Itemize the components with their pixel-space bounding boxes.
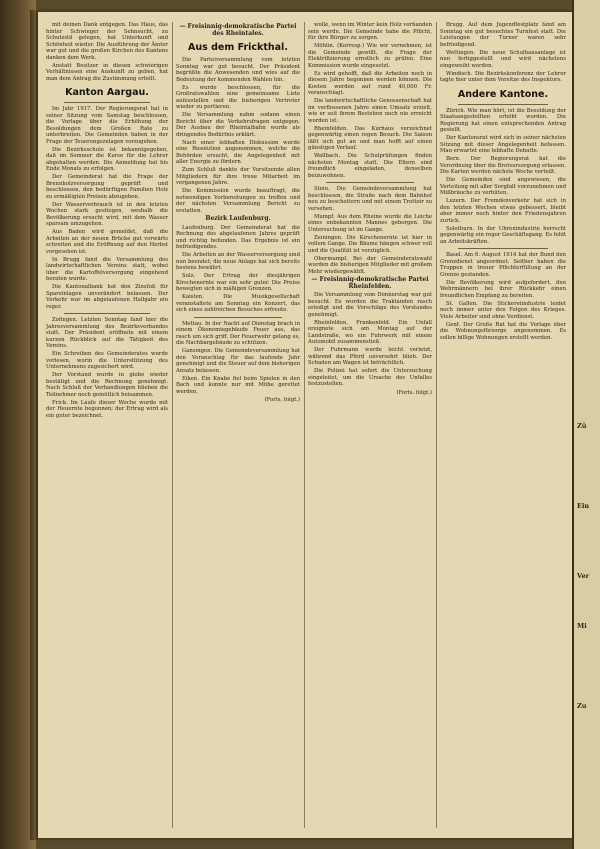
separator <box>458 104 548 105</box>
sub-heading: — Freisinnig-demokratische Partei des Rheintales. <box>179 23 297 37</box>
paragraph: Die Kommission wurde beauftragt, die notwendigen Vorbereitungen zu treffen und der nächsten Versammlung Bericht zu erstatten. <box>176 188 300 214</box>
paragraph: Die Polizei hat sofort die Untersuchung eingeleitet, um die Ursache des Unfalles festzustellen. <box>308 368 432 387</box>
column-rule <box>172 22 173 828</box>
adjacent-page-fragment: Zü <box>577 422 587 430</box>
paragraph: Luzern. Der Fremdenverkehr hat sich in den letzten Wochen etwas gebessert, bleibt aber immer noch hinter den Friedensjahren zurück. <box>440 198 566 224</box>
paragraph: Solothurn. In der Uhrenindustrie herrscht gegenwärtig ein reger Geschäftsgang. Es fehlt an Arbeitskräften. <box>440 225 566 245</box>
paragraph: Der Fuhrmann wurde leicht verletzt, während das Pferd unversehrt blieb. Der Schaden am Wagen ist beträchtlich. <box>308 347 432 366</box>
paragraph: Obermumpf. Bei der Gemeinderatswahl wurden die bisherigen Mitglieder mit großem Mehr wiedergewählt. <box>308 255 432 275</box>
paragraph: Laufenburg. Der Gemeinderat hat die Rechnung des abgelaufenen Jahres geprüft und richtig befunden. Das Ergebnis ist ein befriedigendes. <box>176 224 300 250</box>
paragraph: Basel. Am 6. August 1914 hat der Bund den Grenzdienst angeordnet. Seither haben die Truppen in treuer Pflichterfüllung an der Grenze gestanden. <box>440 252 566 278</box>
paragraph: Genf. Der Große Rat hat die Vorlage über die Wohnungsfürsorge angenommen. Es sollen billige Wohnungen erstellt werden. <box>440 321 566 341</box>
separator <box>458 248 548 249</box>
paragraph: wolle, wenn im Winter kein Holz vorhanden sein werde. Die Gemeinde habe die Pflicht, für ihre Bürger zu sorgen. <box>308 22 432 41</box>
paragraph: Es wurde beschlossen, für die Großratswahlen eine gemeinsame Liste aufzustellen und die bisherigen Vertreter wieder zu portieren. <box>176 84 300 110</box>
paragraph: Die Parteiversammlung vom letzten Sonntag war gut besucht. Der Präsident begrüßte die Anwesenden und wies auf die Bedeutung der kommenden Wahlen hin. <box>176 57 300 83</box>
paragraph: Stein. Die Gemeindeversammlung hat beschlossen, die Straße nach dem Bahnhof neu zu beschottern und mit einem Trottoir zu versehen. <box>308 186 432 212</box>
paragraph: Die Gemeinden sind angewiesen, die Verteilung mit aller Sorgfalt vorzunehmen und Mißbräuche zu verhüten. <box>440 177 566 196</box>
paragraph: Aus Baden wird gemeldet, daß die Arbeiten an der neuen Brücke gut vorwärts schreiten und die Eröffnung auf den Herbst vorgesehen ist. <box>46 229 168 255</box>
paragraph: Kaisten. Die Musikgesellschaft veranstaltete am Sonntag ein Konzert, das sich eines zahlreichen Besuches erfreute. <box>176 294 300 313</box>
section-heading: Andere Kantone. <box>457 88 549 100</box>
adjacent-page-fragment: Ver <box>577 572 590 580</box>
paragraph: Zürich. Wie man hört, ist die Besoldung der Staatsangestellten erhöht worden. Die Regierung hat einen entsprechenden Antrag gestellt. <box>440 107 566 133</box>
paragraph: Zofingen. Letzten Sonntag fand hier die Jahresversammlung des Bezirksverbandes statt. Der Präsident eröffnete mit einem kurzen Rückblick auf die Tätigkeit des Vereins. <box>46 317 168 349</box>
column-3 <box>308 22 432 828</box>
paragraph: Brugg. Auf dem Jugendfestplatz fand am Sonntag ein gut besuchtes Turnfest statt. Die Leistungen der Turner waren sehr befriedigend. <box>440 22 566 48</box>
paragraph: Der Kantonsrat wird sich in seiner nächsten Sitzung mit dieser Angelegenheit befassen. Man erwartet eine lebhafte Debatte. <box>440 135 566 154</box>
paragraph: Es wird gehofft, daß die Arbeiten noch in diesem Jahre begonnen werden können. Die Kosten werden auf rund 40,000 Fr. veranschlagt. <box>308 70 432 96</box>
paragraph: Zum Schluß dankte der Vorsitzende allen Mitgliedern für ihre treue Mitarbeit im vergangenen Jahre. <box>176 167 300 186</box>
paragraph: Sulz. Der Ertrag der diesjährigen Kirschenernte war ein sehr guter. Die Preise bewegten sich in mäßigen Grenzen. <box>176 273 300 292</box>
paragraph: Der Wasserverbrauch ist in den letzten Wochen stark gestiegen, weshalb die Bevölkerung ersucht wird, mit dem Wasser sparsam umzugehen. <box>46 201 168 227</box>
column-1 <box>46 22 168 828</box>
newspaper-page <box>38 12 574 838</box>
paragraph: Die Bezirksschule ist bekanntgegeben, daß im Sommer die Kurse für die Lehrer abgehalten werden. Die Anmeldung hat bis Ende Monats zu erfolgen. <box>46 146 168 172</box>
paragraph: Wallbach. Die Schulprüfungen finden nächsten Montag statt. Die Eltern sind freundlich eingeladen, denselben beizuwohnen. <box>308 153 432 179</box>
sub-heading: — Freisinnig-demokratische Partei Rheinfelden. <box>311 276 429 290</box>
paragraph: Gansingen. Die Gemeindeversammlung hat den Voranschlag für das laufende Jahr genehmigt und die Steuer auf dem bisherigen Ansatz belassen. <box>176 348 300 374</box>
paragraph: Nach einer lebhaften Diskussion wurde eine Resolution angenommen, welche die Behörden ersucht, die Angelegenheit mit aller Energie zu fördern. <box>176 139 300 165</box>
paragraph: Möhlin. (Korresp.) Wie wir vernehmen, ist die Gemeinde gewillt, die Frage der Elektrifizierung ernstlich zu prüfen. Eine Kommission wurde eingesetzt. <box>308 43 432 69</box>
section-heading: Kanton Aargau. <box>65 87 149 98</box>
column-rule <box>436 22 437 828</box>
paragraph: mit deinen Dank entgegen. Das Haus, das hinter Schwieger der Sehnsucht, zu Schutzstil gelegen, hat Unterkunft und Schönheit wieder. Die Ausführung der Ämter war gut und die großen Kirchen des Kantons danken dem Werk. <box>46 22 168 61</box>
paragraph: Eiken. Ein Knabe fiel beim Spielen in den Bach und konnte nur mit Mühe gerettet werden. <box>176 375 300 395</box>
paragraph: In Brugg fand die Versammlung des landwirtschaftlichen Vereins statt, wobei über die Kartoffelversorgung eingehend beraten wurde. <box>46 256 168 282</box>
section-heading: Aus dem Frickthal. <box>188 42 288 53</box>
adjacent-page-edge <box>572 0 600 849</box>
paragraph: Ein Schreiben des Gemeinderates wurde verlesen, worin die Unterstützung des Unternehmens zugesichert wird. <box>46 351 168 370</box>
paragraph: Bern. Der Regierungsrat hat die Verordnung über die Brotversorgung erlassen. Die Karten werden nächste Woche verteilt. <box>440 156 566 175</box>
paragraph: Windisch. Die Bezirkskonferenz der Lehrer tagte hier unter dem Vorsitze des Inspektors. <box>440 70 566 83</box>
paragraph: Die landwirtschaftliche Genossenschaft hat im verflossenen Jahre einen Umsatz erzielt, wie er seit ihrem Bestehen noch nie erreicht worden ist. <box>308 98 432 124</box>
column-2 <box>176 22 300 828</box>
paragraph: Im Jahr 1917. Der Regierungsrat hat in seiner Sitzung vom Samstag beschlossen, die Vorlage über die Erhöhung der Besoldungen dem Großen Rate zu unterbreiten. Die Gemeinden haben in der Frage der Teuerungszulagen vorzugehen. <box>46 106 168 145</box>
paragraph: St. Gallen. Die Stickereiindustrie leidet noch immer unter den Folgen des Krieges. Viele Arbeiter sind ohne Verdienst. <box>440 300 566 320</box>
paragraph: Der Vorstand wurde in globo wieder bestätigt und die Rechnung genehmigt. Nach Schluß der Verhandlungen blieben die Teilnehmer noch gemütlich beisammen. <box>46 372 168 398</box>
adjacent-page-fragment: Zu <box>577 702 587 710</box>
continuation-note: (Forts. folgt.) <box>396 389 432 396</box>
paragraph: Die Kantonalbank hat den Zinsfuß für Spareinlagen unverändert belassen. Der Verkehr war im abgelaufenen Halbjahr ein reger. <box>46 284 168 310</box>
paragraph: Mettau. In der Nacht auf Dienstag brach in einem Ökonomiegebäude Feuer aus, das rasch um sich griff. Der Feuerwehr gelang es, die Nachbargebäude zu schützen. <box>176 320 300 346</box>
adjacent-page-fragment: Mi <box>577 622 587 630</box>
column-rule <box>304 22 305 828</box>
paragraph: Die Versammlung vom Donnerstag war gut besucht. Es wurden die Traktanden rasch erledigt und die Vorschläge des Vorstandes genehmigt. <box>308 292 432 318</box>
separator <box>194 317 282 318</box>
sub-heading: Bezirk Laufenburg. <box>205 215 271 222</box>
paragraph: Wettingen. Die neue Schulhausanlage ist nun fertiggestellt und wird nächstens eingeweiht werden. <box>440 49 566 69</box>
paragraph: Rheinfelden. Das Kurhaus verzeichnet gegenwärtig einen regen Besuch. Die Saison läßt sich gut an und man hofft auf einen günstigen Verlauf. <box>308 125 432 151</box>
paragraph: Rheinfelden, Frankenfeld. Ein Unfall ereignete sich am Montag auf der Landstraße, wo ein Fuhrwerk mit einem Automobil zusammenstieß. <box>308 319 432 345</box>
continuation-note: (Forts. folgt.) <box>264 397 300 403</box>
paragraph: Der Gemeinderat hat die Frage der Brennholzversorgung geprüft und beschlossen, den bedürftigen Familien Holz zu ermäßigten Preisen abzugeben. <box>46 174 168 200</box>
paragraph: Anstatt Besitzer in diesen schwierigen Verhältnissen eine Auskunft zu geben, hat man dem Antrag die Zustimmung erteilt. <box>46 62 168 82</box>
separator <box>326 182 414 183</box>
adjacent-page-fragment: Ein <box>577 502 590 510</box>
column-4 <box>440 22 566 828</box>
paragraph: Die Bevölkerung wird aufgefordert, den Wehrmännern bei ihrer Rückkehr einen freundlichen Empfang zu bereiten. <box>440 279 566 299</box>
separator <box>64 313 150 314</box>
paragraph: Zeiningen. Die Kirschenernte ist hier in vollem Gange. Die Bäume hängen schwer voll und die Qualität ist vorzüglich. <box>308 234 432 254</box>
paragraph: Frick. Im Laufe dieser Woche wurde mit der Heuernte begonnen; der Ertrag wird als ein guter bezeichnet. <box>46 399 168 419</box>
paragraph: Die Arbeiten an der Wasserversorgung sind nun beendet; die neue Anlage hat sich bereits bestens bewährt. <box>176 252 300 271</box>
paragraph: Mumpf. Aus dem Rheine wurde die Leiche eines unbekannten Mannes geborgen. Die Untersuchung ist im Gange. <box>308 213 432 233</box>
paragraph: Die Versammlung nahm sodann einen Bericht über die Verkehrsfragen entgegen. Der Ausbau der Rheintalbahn wurde als dringendes Bedürfnis erklärt. <box>176 112 300 138</box>
separator <box>64 102 150 103</box>
